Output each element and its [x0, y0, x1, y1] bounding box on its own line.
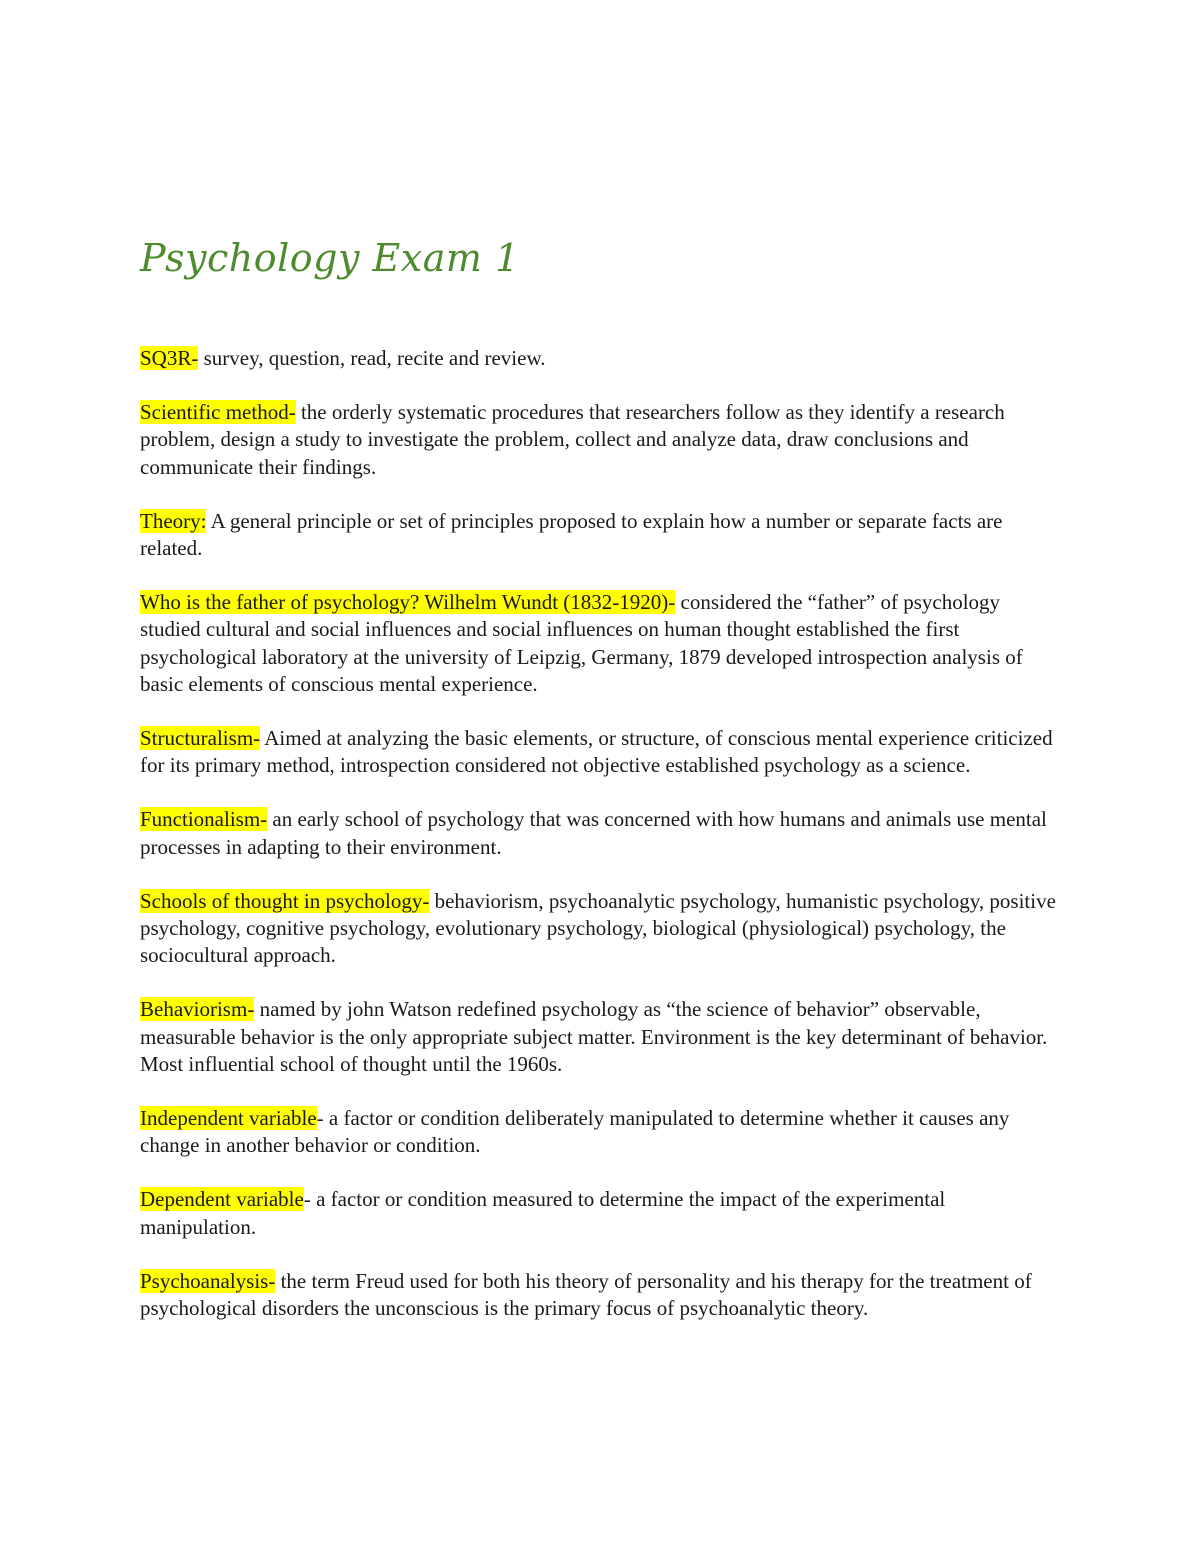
entry-schools-of-thought — [140, 888, 1065, 970]
entry-definition: the term Freud used for both his theory of personality and his therapy for the treatment of psychological disorders the unconscious is the primary focus of psychoanalytic theory. — [140, 1268, 1032, 1321]
entry-term: Behaviorism- — [140, 997, 255, 1022]
entry-definition: an early school of psychology that was concerned with how humans and animals use mental processes in adapting to their environment. — [140, 807, 1047, 859]
entry-term: Dependent variable — [140, 1187, 304, 1212]
entry-definition: Aimed at analyzing the basic elements, or structure, of conscious mental experience criticized for its primary method, introspection considered not objective established psychology as a science. — [140, 726, 1053, 778]
entry-term: Functionalism- — [140, 807, 268, 832]
entry-term: Structuralism- — [140, 726, 261, 751]
entry-father-of-psychology — [140, 589, 1065, 698]
entry-term: Psychoanalysis- — [140, 1268, 276, 1293]
entry-sq3r — [140, 345, 1065, 372]
entry-independent-variable — [140, 1105, 1065, 1159]
entry-structuralism — [140, 725, 1065, 779]
entry-definition: survey, question, read, recite and review. — [198, 346, 546, 370]
entry-term: Theory: — [140, 508, 207, 533]
entry-dependent-variable — [140, 1186, 1065, 1240]
entry-scientific-method — [140, 399, 1065, 481]
entry-term: Who is the father of psychology? Wilhelm Wundt (1832-1920)- — [140, 590, 676, 615]
entry-definition: the orderly systematic procedures that researchers follow as they identify a research problem, design a study to investigate the problem, collect and analyze data, draw conclusions and communicate their findings. — [140, 400, 1005, 479]
entry-definition: behaviorism, psychoanalytic psychology, humanistic psychology, positive psychology, cognitive psychology, evolutionary psychology, biological (physiological) psychology, the sociocultural approach. — [140, 888, 1056, 968]
entry-psychoanalysis — [140, 1268, 1065, 1322]
document-title: Psychology Exam 1 — [140, 236, 520, 280]
document-body — [140, 345, 1065, 1349]
entry-definition: considered the “father” of psychology studied cultural and social influences and social influences on human thought established the first psychological laboratory at the university of Leipzig, Germany, 1879 developed introspection analysis of basic elements of conscious mental experience. — [140, 590, 1023, 696]
entry-definition: - a factor or condition measured to determine the impact of the experimental manipulation. — [140, 1187, 946, 1239]
entry-definition: - a factor or condition deliberately manipulated to determine whether it causes any change in another behavior or condition. — [140, 1106, 1010, 1158]
entry-theory — [140, 508, 1065, 562]
entry-definition: A general principle or set of principles proposed to explain how a number or separate facts are related. — [140, 508, 1003, 561]
entry-term: Independent variable — [140, 1106, 317, 1131]
entry-definition: named by john Watson redefined psychology as “the science of behavior” observable, measurable behavior is the only appropriate subject matter. Environment is the key determinant of behavior. Most influential school of thought until the 1960s. — [140, 997, 1048, 1076]
entry-behaviorism — [140, 996, 1065, 1078]
entry-term: Schools of thought in psychology- — [140, 888, 430, 913]
entry-term: Scientific method- — [140, 400, 296, 425]
entry-term: SQ3R- — [140, 346, 199, 370]
entry-functionalism — [140, 806, 1065, 860]
